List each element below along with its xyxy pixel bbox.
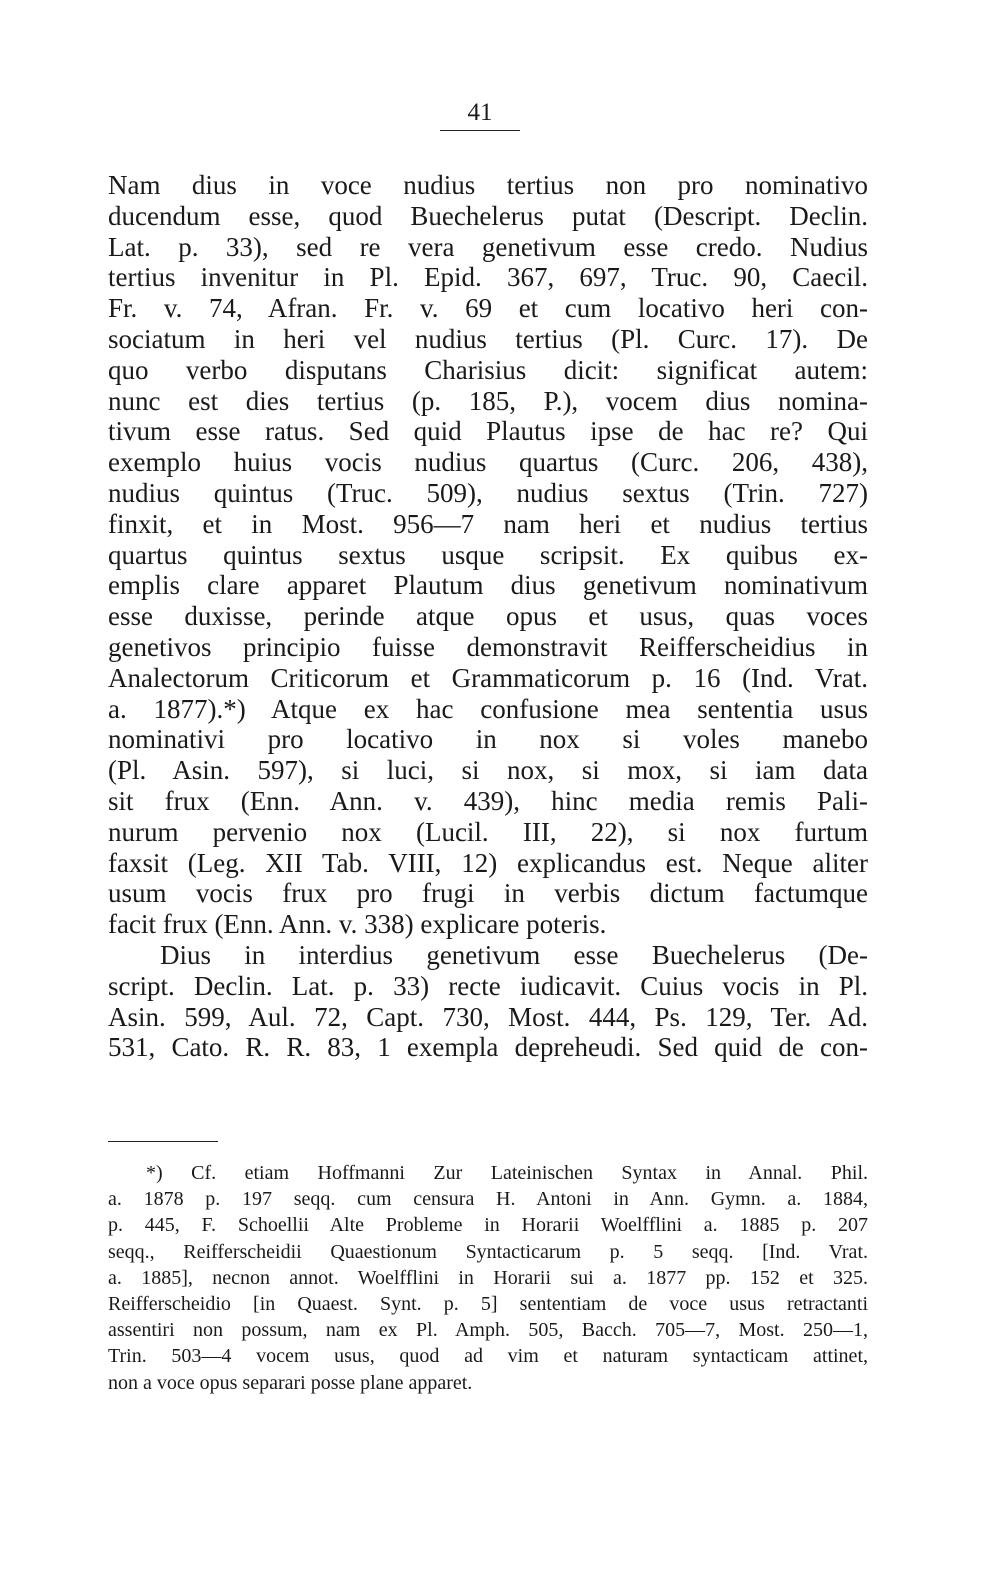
footnote-separator [108,1141,218,1142]
text-line: sit frux (Enn. Ann. v. 439), hinc media remis Pali- [108,785,868,816]
text-line: genetivos principio fuisse demonstravit Reifferscheidius in [108,631,868,662]
text-line: quo verbo disputans Charisius dicit: significat autem: [108,354,868,385]
text-line: faxsit (Leg. XII Tab. VIII, 12) explicandus est. Neque aliter [108,847,868,878]
text-line: nudius quintus (Truc. 509), nudius sextus (Trin. 727) [108,477,868,508]
text-line: script. Declin. Lat. p. 33) recte iudicavit. Cuius vocis in Pl. [108,970,868,1001]
footnote [108,1160,868,1396]
text-line: Dius in interdius genetivum esse Buechelerus (De- [160,939,868,970]
text-line: 531, Cato. R. R. 83, 1 exempla depreheudi. Sed quid de con- [108,1032,868,1063]
footnote-line: a. 1885], necnon annot. Woelfflini in Horarii sui a. 1877 pp. 152 et 325. [108,1266,868,1289]
page-number-rule [440,130,520,131]
text-line: Fr. v. 74, Afran. Fr. v. 69 et cum locativo heri con- [108,293,868,324]
footnote-line: p. 445, F. Schoellii Alte Probleme in Horarii Woelfflini a. 1885 p. 207 [108,1214,868,1237]
text-line: finxit, et in Most. 956—7 nam heri et nudius tertius [108,508,868,539]
footnote-line: Reifferscheidio [in Quaest. Synt. p. 5] sententiam de voce usus retractanti [108,1292,868,1315]
footnote-line: *) Cf. etiam Hoffmanni Zur Lateinischen Syntax in Annal. Phil. [146,1162,868,1184]
footnote-line: non a voce opus separari posse plane apparet. [108,1371,473,1394]
text-line: Lat. p. 33), sed re vera genetivum esse credo. Nudius [108,231,868,262]
text-line: tertius invenitur in Pl. Epid. 367, 697, Truc. 90, Caecil. [108,262,868,293]
text-line: nurum pervenio nox (Lucil. III, 22), si nox furtum [108,816,868,847]
text-line: nominativi pro locativo in nox si voles manebo [108,724,868,755]
text-line: sociatum in heri vel nudius tertius (Pl. Curc. 17). De [108,323,868,354]
footnote-line: seqq., Reifferscheidii Quaestionum Syntacticarum p. 5 seqq. [Ind. Vrat. [108,1240,868,1263]
text-line: facit frux (Enn. Ann. v. 338) explicare poteris. [108,909,607,940]
text-line: tivum esse ratus. Sed quid Plautus ipse de hac re? Qui [108,416,868,447]
text-line: nunc est dies tertius (p. 185, P.), vocem dius nomina- [108,385,868,416]
text-line: Analectorum Criticorum et Grammaticorum p. 16 (Ind. Vrat. [108,662,868,693]
footnote-line: a. 1878 p. 197 seqq. cum censura H. Antoni in Ann. Gymn. a. 1884, [108,1188,868,1211]
text-line: usum vocis frux pro frugi in verbis dictum factumque [108,878,868,909]
page-number [440,96,520,136]
page-number-text: 41 [467,99,493,126]
text-line: quartus quintus sextus usque scripsit. Ex quibus ex- [108,539,868,570]
main-text [108,170,868,1063]
text-line: ducendum esse, quod Buechelerus putat (Descript. Declin. [108,200,868,231]
text-line: exemplo huius vocis nudius quartus (Curc. 206, 438), [108,447,868,478]
text-line: esse duxisse, perinde atque opus et usus, quas voces [108,601,868,632]
text-line: a. 1877).*) Atque ex hac confusione mea sententia usus [108,693,868,724]
text-line: Nam dius in voce nudius tertius non pro nominativo [108,170,868,200]
footnote-line: Trin. 503—4 vocem usus, quod ad vim et naturam syntacticam attinet, [108,1345,868,1368]
text-line: emplis clare apparet Plautum dius genetivum nominativum [108,570,868,601]
text-line: Asin. 599, Aul. 72, Capt. 730, Most. 444, Ps. 129, Ter. Ad. [108,1001,868,1032]
text-line: (Pl. Asin. 597), si luci, si nox, si mox, si iam data [108,755,868,786]
footnote-line: assentiri non possum, nam ex Pl. Amph. 505, Bacch. 705—7, Most. 250—1, [108,1319,868,1342]
